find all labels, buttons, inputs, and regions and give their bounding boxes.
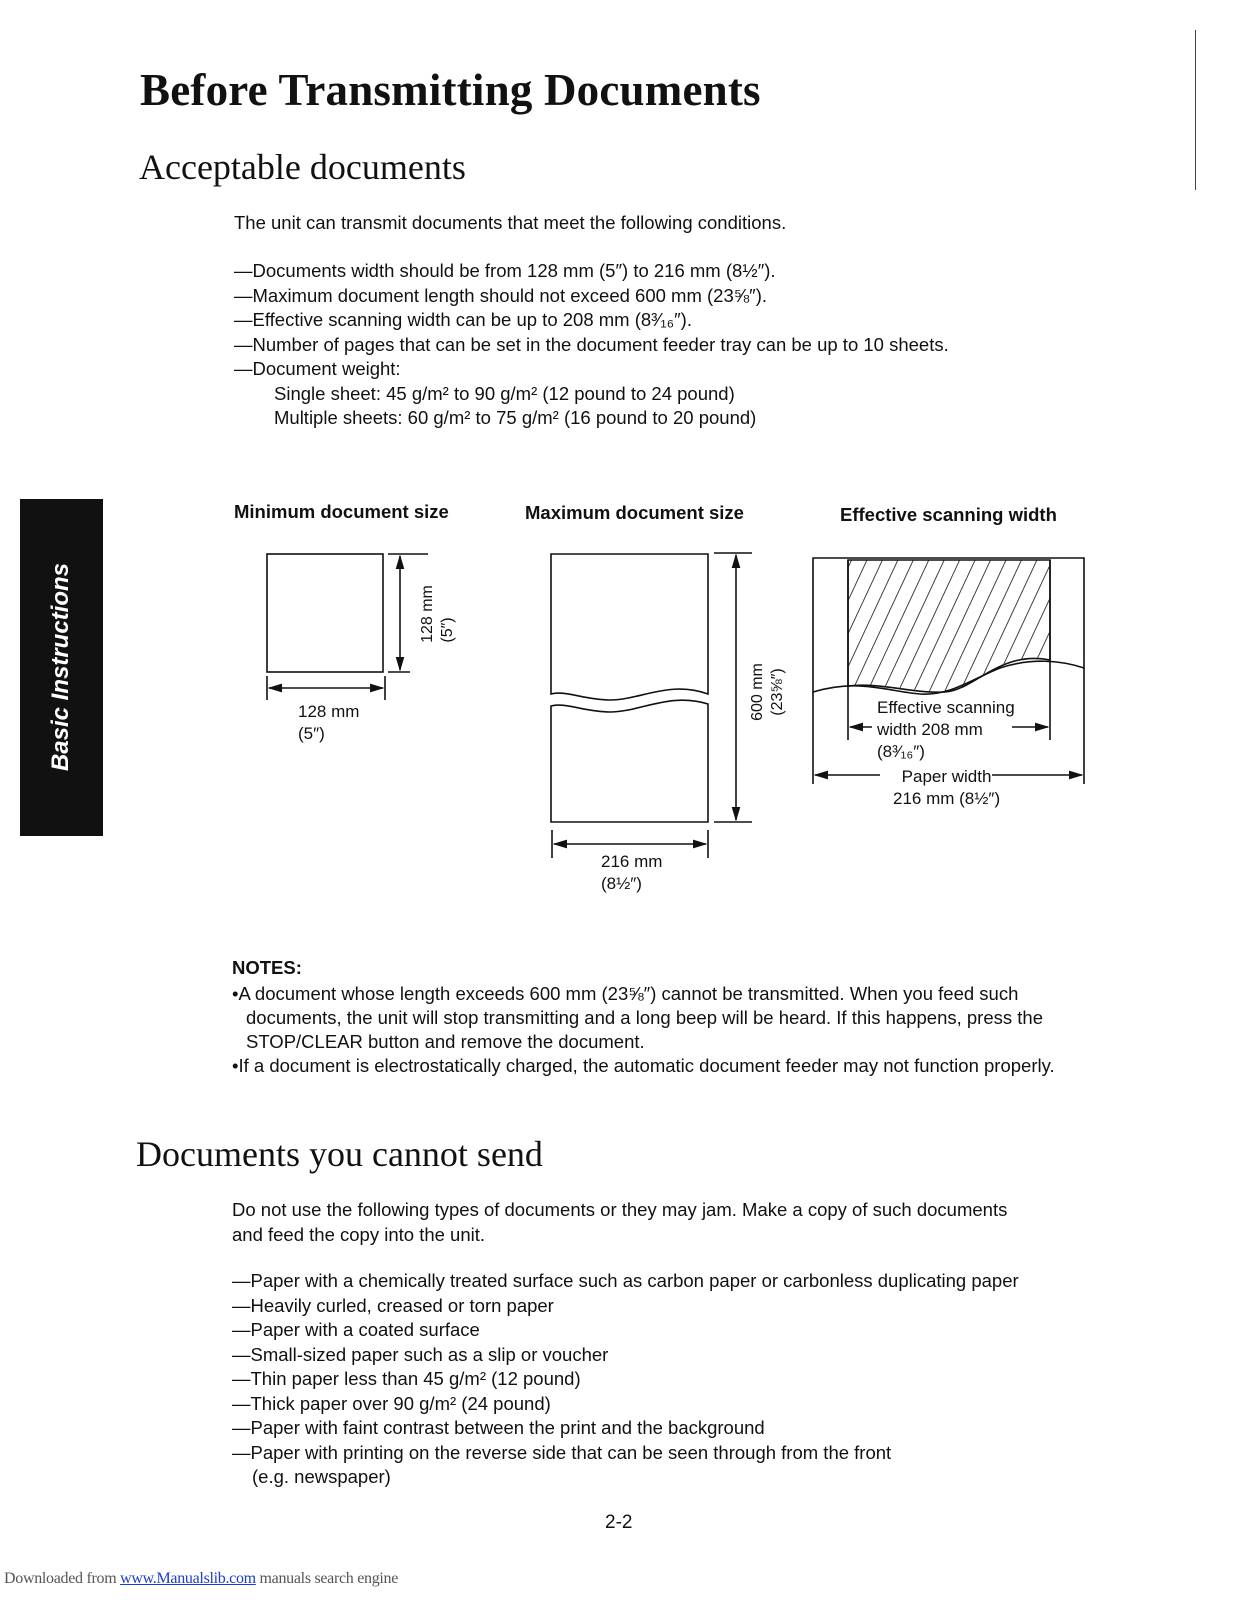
download-footer bbox=[4, 1570, 398, 1588]
condition-item: —Maximum document length should not exceed 600 mm (23⅝″). bbox=[234, 284, 768, 306]
cannot-send-item: —Paper with a chemically treated surface such as carbon paper or carbonless duplicating paper bbox=[232, 1270, 1019, 1291]
max-size-title: Maximum document size bbox=[525, 502, 744, 523]
cannot-send-intro-line-2: and feed the copy into the unit. bbox=[232, 1223, 486, 1245]
scan-area-hatch bbox=[848, 560, 1050, 692]
max-height-label: 600 mm bbox=[749, 663, 766, 721]
cannot-send-item: —Paper with printing on the reverse side that can be seen through from the front bbox=[232, 1441, 892, 1463]
page-number: 2-2 bbox=[605, 1512, 633, 1533]
page-title: Before Transmitting Documents bbox=[140, 65, 761, 115]
max-document-bottom bbox=[551, 700, 708, 822]
section-tab-label: Basic Instructions bbox=[47, 562, 74, 772]
min-size-diagram bbox=[267, 554, 428, 700]
note-item: •A document whose length exceeds 600 mm (23⅝″) cannot be transmitted. When you feed such documents, the unit will stop transmitting and a long beep will be heard. If this happens, press the STOP/CLEAR button and remove the document. bbox=[232, 983, 1043, 1052]
manualslib-link[interactable]: www.Manualslib.com bbox=[120, 1570, 256, 1587]
notes-title: NOTES: bbox=[232, 957, 302, 978]
note-item: •If a document is electrostatically charged, the automatic document feeder may not function properly. bbox=[232, 1055, 1055, 1076]
footer-suffix: manuals search engine bbox=[255, 1570, 399, 1587]
scan-width-title: Effective scanning width bbox=[840, 504, 1057, 525]
max-height-label-in: (23⅝″) bbox=[769, 668, 786, 716]
paper-width-line-1: Paper width bbox=[901, 767, 992, 786]
cannot-send-item: —Paper with a coated surface bbox=[232, 1319, 480, 1340]
min-width-in: (5″) bbox=[298, 724, 325, 743]
cannot-send-item-continuation: (e.g. newspaper) bbox=[252, 1466, 391, 1487]
weight-single: Single sheet: 45 g/m² to 90 g/m² (12 pound to 24 pound) bbox=[274, 382, 735, 404]
effective-width-label bbox=[877, 697, 1015, 763]
min-size-title: Minimum document size bbox=[234, 501, 449, 522]
section-heading-acceptable: Acceptable documents bbox=[139, 147, 466, 187]
condition-item: —Effective scanning width can be up to 208 mm (8³⁄₁₆″). bbox=[234, 309, 692, 330]
effective-line-2: width 208 mm bbox=[877, 720, 983, 739]
notes-list bbox=[232, 982, 1107, 1078]
paper-width-line-2: 216 mm (8½″) bbox=[893, 789, 1001, 808]
min-document-rect bbox=[267, 554, 383, 672]
condition-item: —Documents width should be from 128 mm (5″) to 216 mm (8½″). bbox=[234, 260, 776, 281]
cannot-send-item: —Paper with faint contrast between the print and the background bbox=[232, 1417, 765, 1438]
cannot-send-intro-line-1: Do not use the following types of documents or they may jam. Make a copy of such documents bbox=[232, 1199, 1008, 1220]
effective-line-3: (8³⁄₁₆″) bbox=[877, 742, 925, 761]
acceptable-intro: The unit can transmit documents that meet the following conditions. bbox=[234, 212, 787, 233]
cannot-send-intro bbox=[232, 1198, 1007, 1247]
cannot-send-list bbox=[232, 1269, 1019, 1490]
max-document-top bbox=[551, 554, 708, 700]
paper-width-label bbox=[893, 766, 1000, 810]
footer-prefix: Downloaded from bbox=[4, 1570, 121, 1587]
cannot-send-item: —Thick paper over 90 g/m² (24 pound) bbox=[232, 1392, 551, 1414]
min-height-label: 128 mm bbox=[419, 585, 436, 643]
max-width-mm: 216 mm bbox=[601, 852, 663, 871]
effective-line-1: Effective scanning bbox=[877, 698, 1015, 717]
condition-item: —Number of pages that can be set in the document feeder tray can be up to 10 sheets. bbox=[234, 333, 949, 355]
weight-multiple: Multiple sheets: 60 g/m² to 75 g/m² (16 pound to 20 pound) bbox=[274, 407, 757, 428]
max-width-label bbox=[601, 851, 662, 895]
max-size-diagram bbox=[551, 553, 752, 858]
cannot-send-item: —Small-sized paper such as a slip or voucher bbox=[232, 1343, 609, 1365]
max-width-in: (8½″) bbox=[601, 874, 642, 893]
cannot-send-item: —Heavily curled, creased or torn paper bbox=[232, 1294, 554, 1316]
condition-item: —Document weight: bbox=[234, 358, 401, 379]
cannot-send-item: —Thin paper less than 45 g/m² (12 pound) bbox=[232, 1368, 581, 1389]
min-width-mm: 128 mm bbox=[298, 702, 360, 721]
section-heading-cannot-send: Documents you cannot send bbox=[136, 1134, 543, 1174]
min-width-label bbox=[298, 701, 359, 745]
min-height-label-in: (5″) bbox=[439, 617, 456, 643]
